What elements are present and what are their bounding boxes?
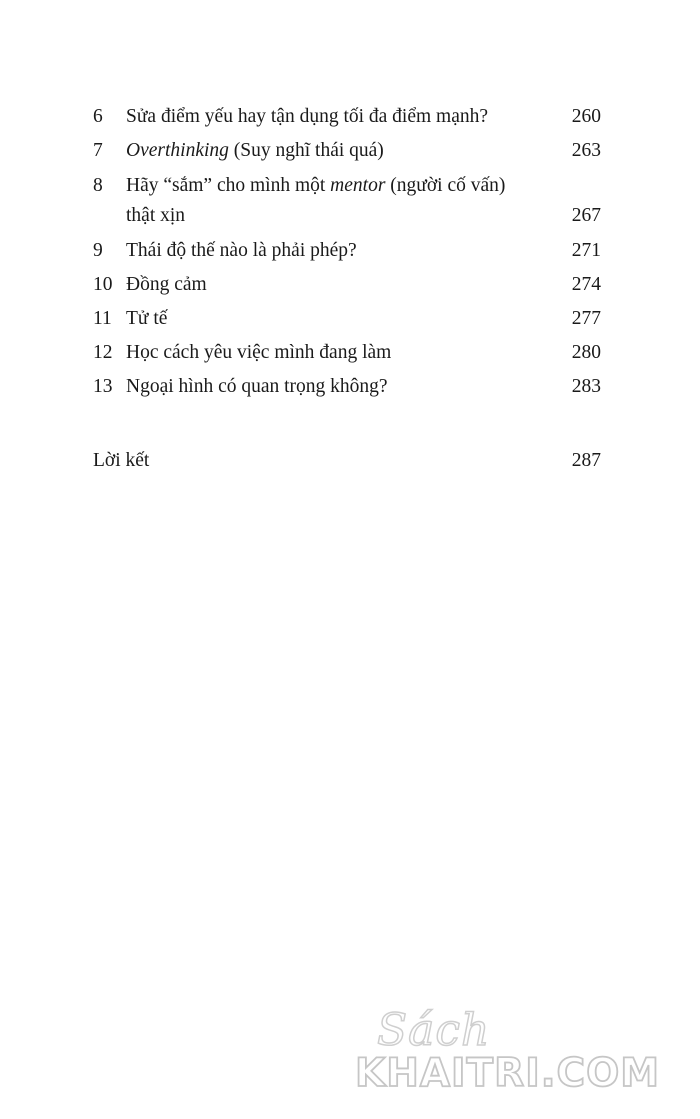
entry-number: 11 (93, 308, 112, 329)
entry-title-rest: (Suy nghĩ thái quá) (228, 140, 384, 161)
entry-title-italic: Overthinking (126, 140, 229, 161)
entry-title-pre: Hãy “sắm” cho mình một (126, 175, 331, 196)
watermark-logo (355, 1005, 685, 1105)
entry-title: Tử tế (126, 308, 168, 329)
entry-number: 13 (93, 376, 113, 397)
entry-page: 283 (571, 376, 601, 397)
toc-entry (93, 175, 601, 235)
entry-page: 274 (571, 274, 601, 295)
entry-title: Thái độ thế nào là phải phép? (126, 240, 357, 261)
closing-title: Lời kết (93, 450, 150, 471)
entry-title: Sửa điểm yếu hay tận dụng tối đa điểm mạnh? (126, 106, 489, 127)
entry-page: 267 (571, 205, 601, 226)
entry-title: Ngoại hình có quan trọng không? (126, 376, 388, 397)
entry-page: 277 (571, 308, 601, 329)
entry-title-line2: thật xịn (126, 205, 186, 226)
entry-page: 271 (571, 240, 601, 261)
entry-title-italic: mentor (330, 175, 386, 196)
entry-number: 6 (93, 106, 103, 127)
entry-title (126, 175, 505, 197)
entry-page: 263 (571, 140, 601, 161)
entry-number: 7 (93, 140, 103, 161)
entry-number: 8 (93, 175, 103, 196)
entry-page: 260 (571, 106, 601, 127)
entry-title: Đồng cảm (126, 274, 207, 295)
entry-title (126, 140, 384, 162)
watermark-name: KHAITRI.COM (355, 1051, 661, 1096)
closing-page: 287 (571, 450, 601, 471)
entry-title: Học cách yêu việc mình đang làm (126, 342, 392, 363)
entry-number: 9 (93, 240, 103, 261)
entry-page: 280 (571, 342, 601, 363)
watermark-script: Sách (377, 1005, 491, 1056)
entry-number: 12 (93, 342, 113, 363)
entry-number: 10 (93, 274, 113, 295)
entry-title-post: (người cố vấn) (385, 175, 506, 196)
